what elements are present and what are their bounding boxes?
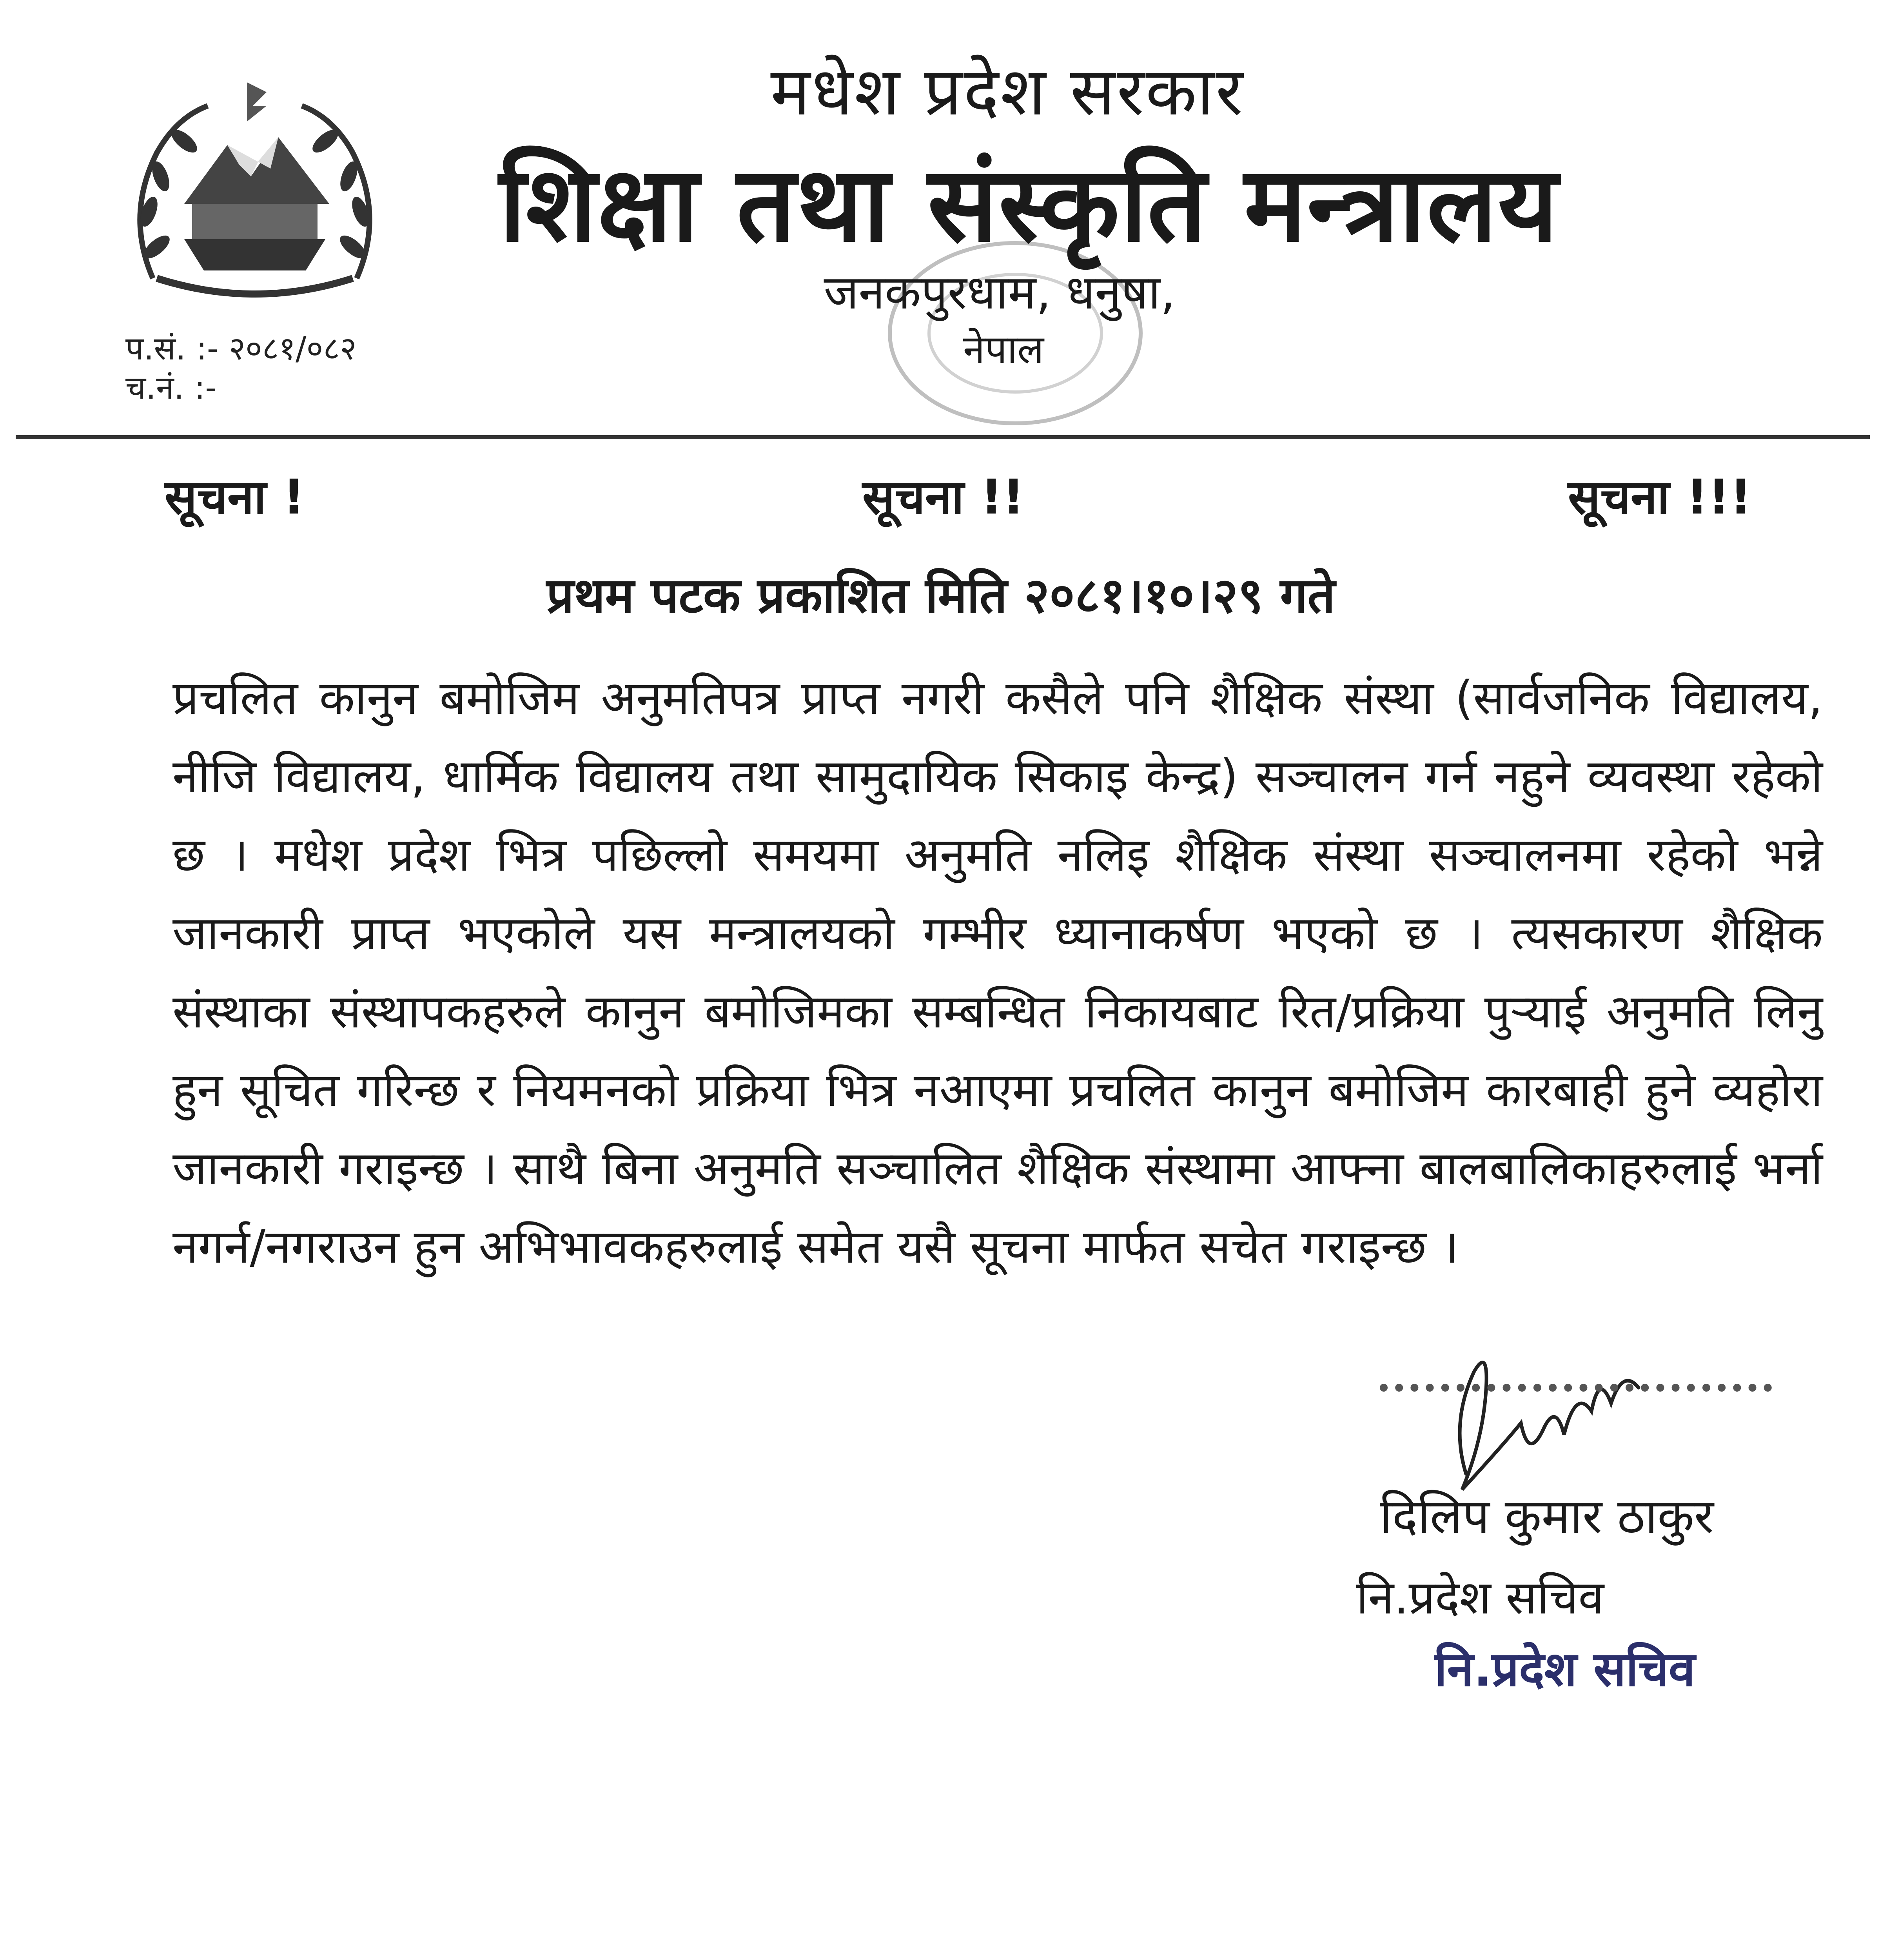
address-country: नेपाल	[963, 327, 1044, 372]
dispatch-number: च.नं. :-	[125, 369, 217, 407]
notice-body: प्रचलित कानुन बमोजिम अनुमतिपत्र प्राप्त नगरी कसैले पनि शैक्षिक संस्था (सार्वजनिक विद्यालय, नीजि विद्यालय, धार्मिक विद्यालय तथा सामुदायिक सिकाइ केन्द्र) सञ्चालन गर्न नहुने व्यवस्था रहेको छ । मधेश प्रदेश भित्र पछिल्लो समयमा अनुमति नलिइ शैक्षिक संस्था सञ्चालनमा रहेको भन्ने जानकारी प्राप्त भएकोले यस मन्त्रालयको गम्भीर ध्यानाकर्षण भएको छ । त्यसकारण शैक्षिक संस्थाका संस्थापकहरुले कानुन बमोजिमका सम्बन्धित निकायबाट रित/प्रक्रिया पुऱ्याई अनुमति लिनु हुन सूचित गरिन्छ र नियमनको प्रक्रिया भित्र नआएमा प्रचलित कानुन बमोजिम कारबाही हुने व्यहोरा जानकारी गराइन्छ । साथै बिना अनुमति सञ्चालित शैक्षिक संस्थामा आफ्ना बालबालिकाहरुलाई भर्ना नगर्न/नगराउन हुन अभिभावकहरुलाई समेत यसै सूचना मार्फत सचेत गराइन्छ ।	[172, 671, 1823, 1274]
ministry-name: शिक्षा तथा संस्कृति मन्त्रालय	[499, 144, 1559, 265]
nepal-emblem-logo	[110, 74, 400, 310]
designation-stamp: नि.प्रदेश सचिव	[1435, 1641, 1695, 1697]
notice-header-center: सूचना !!	[862, 469, 1025, 525]
header-divider	[16, 435, 1870, 439]
notice-subject: प्रथम पटक प्रकाशित मिति २०८१।१०।२९ गते	[546, 568, 1336, 624]
government-name: मधेश प्रदेश सरकार	[770, 53, 1245, 131]
signature-line	[1380, 1384, 1772, 1392]
signature	[1427, 1325, 1646, 1505]
signatory-name: दिलिप कुमार ठाकुर	[1380, 1488, 1714, 1544]
address-city: जनकपुरधाम, धनुषा,	[824, 265, 1176, 320]
notice-header-right: सूचना !!!	[1568, 469, 1752, 525]
notice-header-left: सूचना !	[165, 469, 305, 525]
reference-number: प.सं. :- २०८१/०८२	[125, 330, 357, 367]
signatory-designation: नि.प्रदेश सचिव	[1356, 1570, 1604, 1624]
